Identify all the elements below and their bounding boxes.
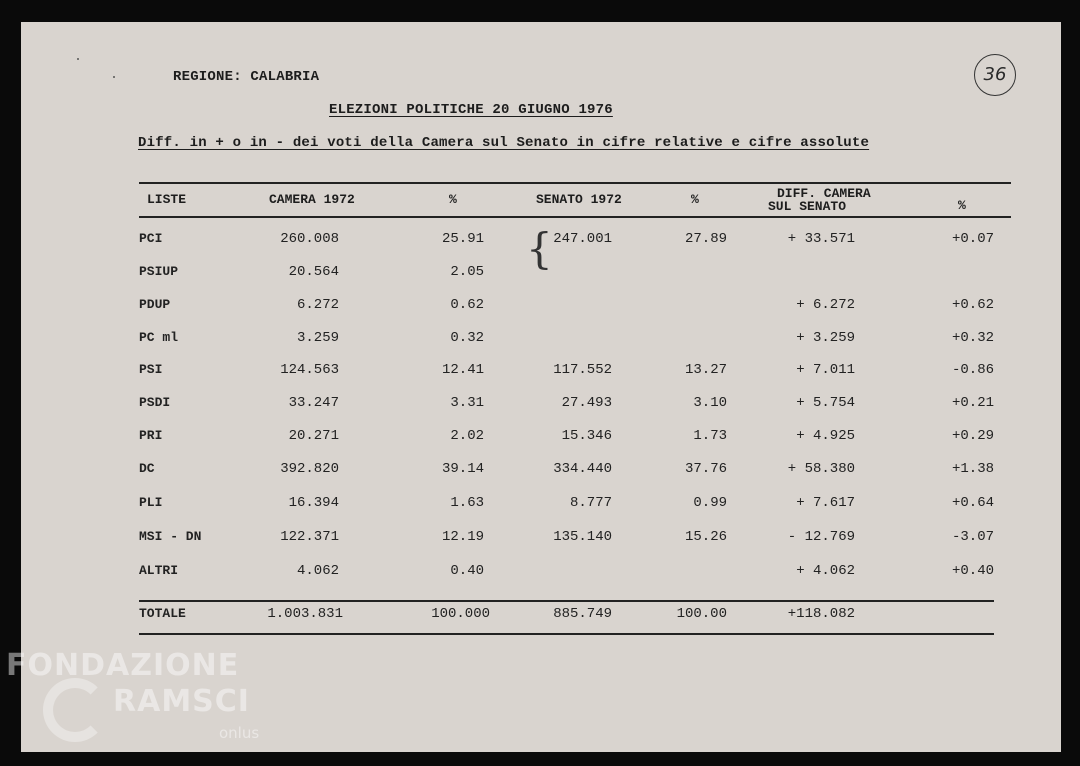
diff-votes: + 33.571 [787,231,855,247]
senato-pct: 27.89 [684,231,727,247]
senate-grouping-brace: { [526,224,553,273]
diff-votes: + 3.259 [796,330,855,346]
party-name: PSDI [139,395,171,410]
party-name: PSIUP [139,264,179,279]
party-name: MSI - DN [139,529,202,544]
camera-votes: 3.259 [296,330,339,346]
col-header-diff-line2: SUL SENATO [768,199,847,214]
camera-pct: 0.40 [450,563,484,579]
camera-pct: 39.14 [441,461,484,477]
camera-votes: 33.247 [288,395,339,411]
table-header-rule [139,216,1011,218]
diff-votes: + 5.754 [796,395,855,411]
watermark-line1: FONDAZIONE [6,648,240,683]
party-name: PSI [139,362,163,377]
party-name: PDUP [139,297,171,312]
diff-votes: + 6.272 [796,297,855,313]
diff-votes: - 12.769 [787,529,855,545]
col-header-liste: LISTE [147,192,187,207]
diff-pct: +0.29 [951,428,994,444]
camera-pct: 12.19 [441,529,484,545]
diff-pct: +0.32 [951,330,994,346]
watermark-line3: onlus [219,724,260,742]
diff-votes: + 7.011 [796,362,855,378]
document-subtitle: Diff. in + o in - dei voti della Camera sul Senato in cifre relative e cifre assolute [138,135,870,151]
paper-speck [77,58,79,60]
table-top-rule [139,182,1011,184]
diff-pct: +0.07 [951,231,994,247]
col-header-diff-pct: % [958,198,966,213]
diff-pct: -0.86 [951,362,994,378]
diff-votes: + 4.925 [796,428,855,444]
paper-speck [113,76,115,78]
party-name: ALTRI [139,563,179,578]
camera-pct: 12.41 [441,362,484,378]
camera-votes: 392.820 [280,461,339,477]
camera-votes: 4.062 [296,563,339,579]
col-header-diff-line1: DIFF. CAMERA [777,186,871,201]
camera-pct: 2.05 [450,264,484,280]
diff-pct: -3.07 [951,529,994,545]
total-camera-pct: 100.000 [431,606,490,622]
senato-pct: 13.27 [684,362,727,378]
region-label: REGIONE: CALABRIA [173,69,320,85]
senato-votes: 334.440 [553,461,612,477]
total-top-rule [139,600,994,602]
party-name: PCI [139,231,163,246]
senato-pct: 1.73 [693,428,727,444]
page-number: 36 [974,54,1016,96]
senato-pct: 15.26 [684,529,727,545]
camera-votes: 20.564 [288,264,339,280]
col-header-senato: SENATO 1972 [536,192,622,207]
party-name: PC ml [139,330,179,345]
total-bottom-rule [139,633,994,635]
camera-votes: 20.271 [288,428,339,444]
party-name: DC [139,461,155,476]
camera-pct: 2.02 [450,428,484,444]
diff-votes: + 7.617 [796,495,855,511]
document-title: ELEZIONI POLITICHE 20 GIUGNO 1976 [329,102,613,118]
camera-pct: 0.32 [450,330,484,346]
diff-pct: +0.64 [951,495,994,511]
total-diff-votes: +118.082 [787,606,855,622]
senato-votes: 117.552 [553,362,612,378]
diff-pct: +0.40 [951,563,994,579]
watermark-g-logo [43,678,107,742]
total-senato-votes: 885.749 [553,606,612,622]
camera-pct: 0.62 [450,297,484,313]
watermark-line2: RAMSCI [113,684,250,719]
senato-votes: 27.493 [561,395,612,411]
total-camera-votes: 1.003.831 [267,606,343,622]
senato-pct: 37.76 [684,461,727,477]
senato-pct: 0.99 [693,495,727,511]
diff-votes: + 4.062 [796,563,855,579]
senato-votes: 135.140 [553,529,612,545]
col-header-senato-pct: % [691,192,699,207]
camera-votes: 124.563 [280,362,339,378]
camera-votes: 122.371 [280,529,339,545]
camera-votes: 16.394 [288,495,339,511]
total-senato-pct: 100.00 [676,606,727,622]
diff-votes: + 58.380 [787,461,855,477]
camera-pct: 1.63 [450,495,484,511]
camera-pct: 3.31 [450,395,484,411]
col-header-camera: CAMERA 1972 [269,192,355,207]
col-header-camera-pct: % [449,192,457,207]
senato-pct: 3.10 [693,395,727,411]
party-name: PLI [139,495,163,510]
diff-pct: +1.38 [951,461,994,477]
diff-pct: +0.21 [951,395,994,411]
senato-votes: 8.777 [569,495,612,511]
document-page [21,22,1061,752]
total-label: TOTALE [139,606,186,621]
senato-votes: 15.346 [561,428,612,444]
diff-pct: +0.62 [951,297,994,313]
camera-votes: 6.272 [296,297,339,313]
party-name: PRI [139,428,163,443]
camera-votes: 260.008 [280,231,339,247]
camera-pct: 25.91 [441,231,484,247]
senato-votes: 247.001 [553,231,612,247]
